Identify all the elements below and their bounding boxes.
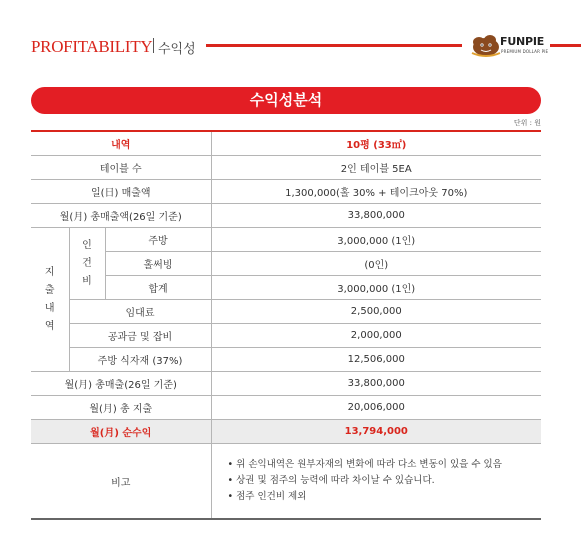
table-row (31, 300, 541, 324)
table-row (31, 204, 541, 228)
remarks-notes (211, 444, 541, 520)
row-label: 월(月) 총 지출 (31, 396, 211, 420)
table-row (31, 372, 541, 396)
header-item: 내역 (31, 131, 211, 156)
row-label: 합계 (105, 276, 211, 300)
remarks-label: 비고 (31, 444, 211, 520)
labor-group-label: 인 건 비 (69, 228, 105, 300)
table-header-row (31, 131, 541, 156)
row-value: 2,500,000 (211, 300, 541, 324)
header-rule-left (206, 44, 462, 47)
row-label: 주방 (105, 228, 211, 252)
row-value: 3,000,000 (1인) (211, 276, 541, 300)
row-value: 20,006,000 (211, 396, 541, 420)
remark-item: • 상권 및 점주의 능력에 따라 차이날 수 있습니다. (228, 473, 542, 489)
table-row (31, 180, 541, 204)
row-label: 일(日) 매출액 (31, 180, 211, 204)
row-value: 33,800,000 (211, 372, 541, 396)
header-value: 10평 (33㎡) (211, 131, 541, 156)
analysis-title: 수익성분석 (31, 87, 541, 114)
remark-item: • 점주 인건비 제외 (228, 489, 542, 505)
logo-tagline: PREMIUM DOLLAR PIE (501, 49, 549, 54)
table-row (31, 324, 541, 348)
table-row (31, 396, 541, 420)
table-row (31, 156, 541, 180)
header-rule-right (550, 44, 581, 47)
row-label: 주방 식자재 (37%) (69, 348, 211, 372)
row-value: 2인 테이블 5EA (211, 156, 541, 180)
row-label: 월(月) 총매출액(26일 기준) (31, 204, 211, 228)
row-value: 3,000,000 (1인) (211, 228, 541, 252)
section-title: PROFITABILITY (31, 37, 153, 56)
row-value: 1,300,000(홀 30% + 테이크아웃 70%) (211, 180, 541, 204)
section-subtitle: 수익성 (158, 42, 196, 57)
table-row (31, 228, 541, 252)
unit-label: 단위 : 원 (513, 119, 541, 127)
row-label: 테이블 수 (31, 156, 211, 180)
table-row (31, 252, 541, 276)
page-header (0, 0, 581, 90)
logo-wordmark: FUNPIE (500, 35, 545, 48)
profitability-table (31, 130, 541, 520)
row-value: (0인) (211, 252, 541, 276)
net-profit-row (31, 420, 541, 444)
title-divider (153, 38, 154, 53)
table-row (31, 276, 541, 300)
remark-item: • 위 손익내역은 원부자재의 변화에 따라 다소 변동이 있을 수 있음 (228, 457, 542, 473)
row-value: 12,506,000 (211, 348, 541, 372)
remarks-row (31, 444, 541, 520)
table-row (31, 348, 541, 372)
row-value: 2,000,000 (211, 324, 541, 348)
net-profit-label: 월(月) 순수익 (31, 420, 211, 444)
net-profit-value: 13,794,000 (211, 420, 541, 444)
row-label: 월(月) 총매출(26일 기준) (31, 372, 211, 396)
row-value: 33,800,000 (211, 204, 541, 228)
row-label: 공과금 및 잡비 (69, 324, 211, 348)
expense-group-label: 지 출 내 역 (31, 228, 69, 372)
row-label: 임대료 (69, 300, 211, 324)
row-label: 홀써빙 (105, 252, 211, 276)
